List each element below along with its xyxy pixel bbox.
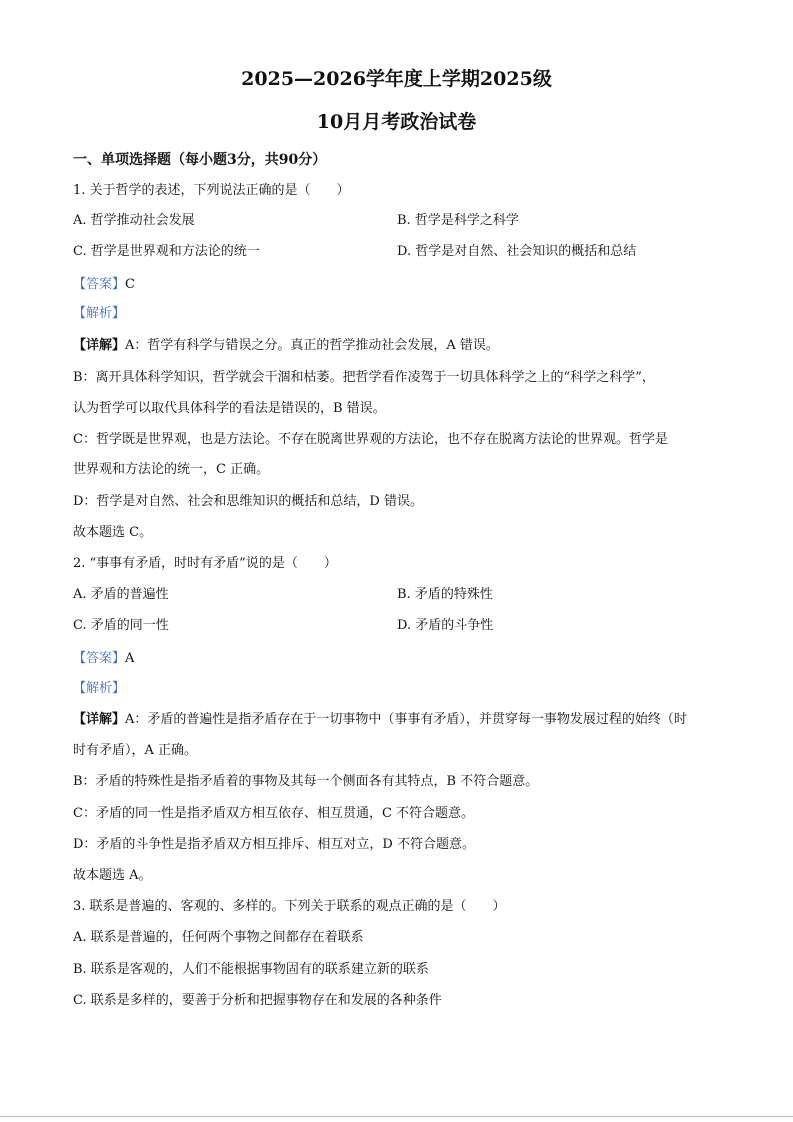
q2-detail-line: D：矛盾的斗争性是指矛盾双方相互排斥、相互对立，D 不符合题意。 [73, 837, 475, 852]
q1-detail-line: C：哲学既是世界观，也是方法论。不存在脱离世界观的方法论，也不存在脱离方法论的世界观。哲学是 [73, 432, 668, 447]
answer-label: 【答案】 [73, 651, 126, 666]
q2-conclusion: 故本题选 A。 [73, 868, 152, 883]
detail-text: A：矛盾的普遍性是指矛盾存在于一切事物中（事事有矛盾），并贯穿每一事物发展过程的始终（时 [125, 712, 687, 727]
q1-option-b: B. 哲学是科学之科学 [397, 213, 519, 228]
q2-detail-line: 时有矛盾），A 正确。 [73, 743, 198, 758]
section-heading: 一、单项选择题（每小题3分，共90分） [73, 152, 327, 168]
exam-title: 2025—2026学年度上学期2025级 [241, 68, 552, 90]
q1-answer [73, 276, 135, 294]
q1-detail-line: 世界观和方法论的统一，C 正确。 [73, 462, 270, 477]
exam-subtitle: 10月月考政治试卷 [316, 111, 477, 133]
q2-detail-line: C：矛盾的同一性是指矛盾双方相互依存、相互贯通，C 不符合题意。 [73, 806, 475, 821]
q1-option-c: C. 哲学是世界观和方法论的统一 [73, 244, 260, 259]
q1-conclusion: 故本题选 C。 [73, 525, 153, 540]
page-bottom-divider [0, 1116, 793, 1117]
q1-detail-line: 认为哲学可以取代具体科学的看法是错误的，B 错误。 [73, 401, 386, 416]
q2-stem: 2. “事事有矛盾，时时有矛盾”说的是（ ） [73, 556, 337, 571]
q1-option-d: D. 哲学是对自然、社会知识的概括和总结 [397, 244, 637, 259]
q1-stem: 1. 关于哲学的表述，下列说法正确的是（ ） [73, 183, 350, 198]
detail-text: A：哲学有科学与错误之分。真正的哲学推动社会发展，A 错误。 [125, 338, 499, 353]
answer-label: 【答案】 [73, 277, 126, 292]
q2-answer [73, 650, 134, 668]
q2-option-b: B. 矛盾的特殊性 [397, 587, 493, 602]
q1-analysis-label: 【解析】 [73, 306, 126, 321]
detail-label: 【详解】 [73, 712, 126, 727]
q2-option-a: A. 矛盾的普遍性 [73, 587, 169, 602]
q1-option-a: A. 哲学推动社会发展 [73, 213, 195, 228]
q3-stem: 3. 联系是普遍的、客观的、多样的。下列关于联系的观点正确的是（ ） [73, 899, 506, 914]
q3-option-b: B. 联系是客观的，人们不能根据事物固有的联系建立新的联系 [73, 962, 429, 977]
answer-value: A [125, 651, 135, 666]
q2-option-c: C. 矛盾的同一性 [73, 618, 169, 633]
q2-analysis-label: 【解析】 [73, 681, 126, 696]
q3-option-c: C. 联系是多样的，要善于分析和把握事物存在和发展的各种条件 [73, 993, 442, 1008]
q3-option-a: A. 联系是普遍的，任何两个事物之间都存在着联系 [73, 930, 364, 945]
detail-label: 【详解】 [73, 338, 126, 353]
q2-detail-line: B：矛盾的特殊性是指矛盾着的事物及其每一个侧面各有其特点，B 不符合题意。 [73, 774, 539, 789]
q1-detail-line: D：哲学是对自然、社会和思维知识的概括和总结，D 错误。 [73, 494, 423, 509]
answer-value: C [125, 277, 135, 292]
q1-detail-line: B：离开具体科学知识，哲学就会干涸和枯萎。把哲学看作凌驾于一切具体科学之上的“科学之科学”， [73, 370, 655, 385]
q1-detail-line [73, 337, 499, 355]
q2-option-d: D. 矛盾的斗争性 [397, 618, 494, 633]
q2-detail-line [73, 711, 687, 729]
